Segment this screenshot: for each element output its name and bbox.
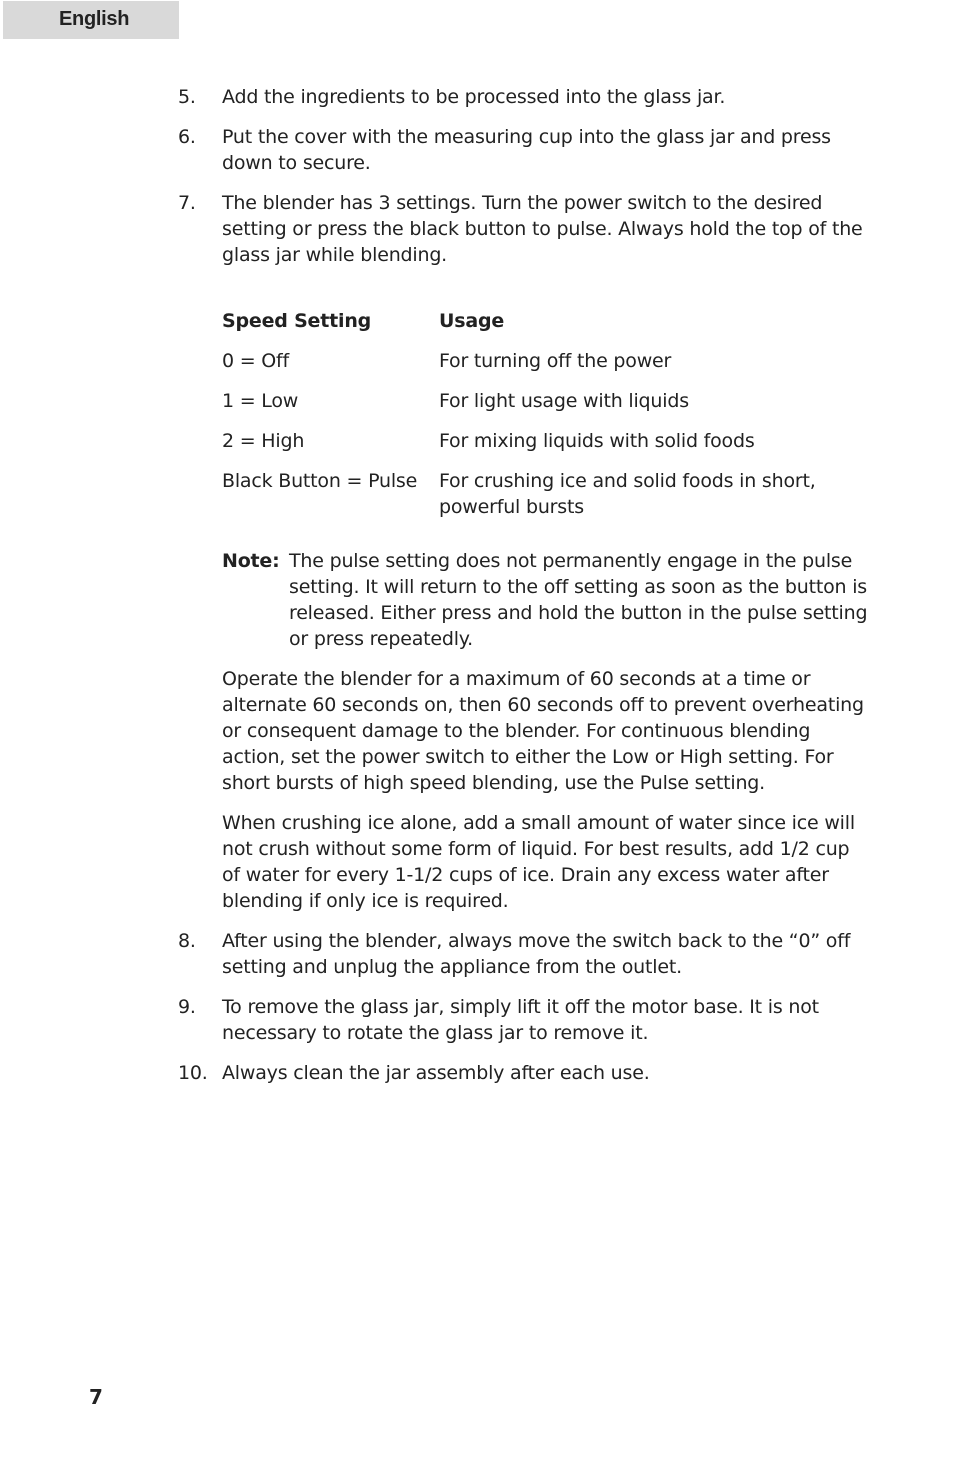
step-item: [178, 84, 868, 110]
step-number: 8.: [178, 930, 196, 952]
step-text: To remove the glass jar, simply lift it off the motor base. It is not necessary to rotate the glass jar to remove it.: [222, 996, 819, 1044]
step-item: [178, 994, 868, 1046]
step-number: 5.: [178, 86, 196, 108]
instructions-content: [178, 84, 868, 1100]
table-header-speed: Speed Setting: [222, 310, 372, 332]
step-item: [178, 124, 868, 176]
table-row: [222, 428, 868, 468]
speed-cell: 2 = High: [222, 430, 305, 452]
step-text: Always clean the jar assembly after each use.: [222, 1062, 650, 1084]
speed-cell: 1 = Low: [222, 390, 299, 412]
step-item: [178, 1060, 868, 1086]
table-header-row: [222, 308, 868, 348]
table-row: [222, 348, 868, 388]
table-header-usage: Usage: [439, 310, 505, 332]
speed-cell: Black Button = Pulse: [222, 470, 418, 492]
page-number: 7: [89, 1385, 103, 1409]
table-row: [222, 388, 868, 428]
step-item: [178, 928, 868, 980]
usage-cell: For turning off the power: [439, 350, 672, 372]
note-block: [178, 548, 868, 652]
usage-cell: For mixing liquids with solid foods: [439, 430, 755, 452]
step-number: 7.: [178, 192, 196, 214]
usage-cell: For crushing ice and solid foods in short, powerful bursts: [439, 470, 816, 518]
speed-cell: 0 = Off: [222, 350, 290, 372]
step-number: 6.: [178, 126, 196, 148]
note-text: The pulse setting does not permanently engage in the pulse setting. It will return to the off setting as soon as the button is released. Either press and hold the button in the pulse setting or press repeatedly.: [289, 550, 868, 650]
step-number: 10.: [178, 1062, 208, 1084]
paragraph: Operate the blender for a maximum of 60 seconds at a time or alternate 60 seconds on, then 60 seconds off to prevent overheating or consequent damage to the blender. For continuous blending action, set the power switch to either the Low or High setting. For short bursts of high speed blending, use the Pulse setting.: [222, 668, 864, 794]
step-text: The blender has 3 settings. Turn the power switch to the desired setting or press the black button to pulse. Always hold the top of the glass jar while blending.: [222, 192, 863, 266]
step-text: Add the ingredients to be processed into the glass jar.: [222, 86, 726, 108]
paragraph: When crushing ice alone, add a small amount of water since ice will not crush without some form of liquid. For best results, add 1/2 cup of water for every 1-1/2 cups of ice. Drain any excess water after blending if only ice is required.: [222, 812, 855, 912]
step-text: Put the cover with the measuring cup into the glass jar and press down to secure.: [222, 126, 831, 174]
table-row: [222, 468, 868, 534]
speed-settings-table: [222, 308, 868, 534]
language-tab: English: [3, 1, 179, 39]
step-text: After using the blender, always move the switch back to the “0” off setting and unplug the appliance from the outlet.: [222, 930, 851, 978]
step-number: 9.: [178, 996, 196, 1018]
usage-cell: For light usage with liquids: [439, 390, 689, 412]
step-item: [178, 190, 868, 268]
note-label: Note:: [222, 550, 280, 572]
